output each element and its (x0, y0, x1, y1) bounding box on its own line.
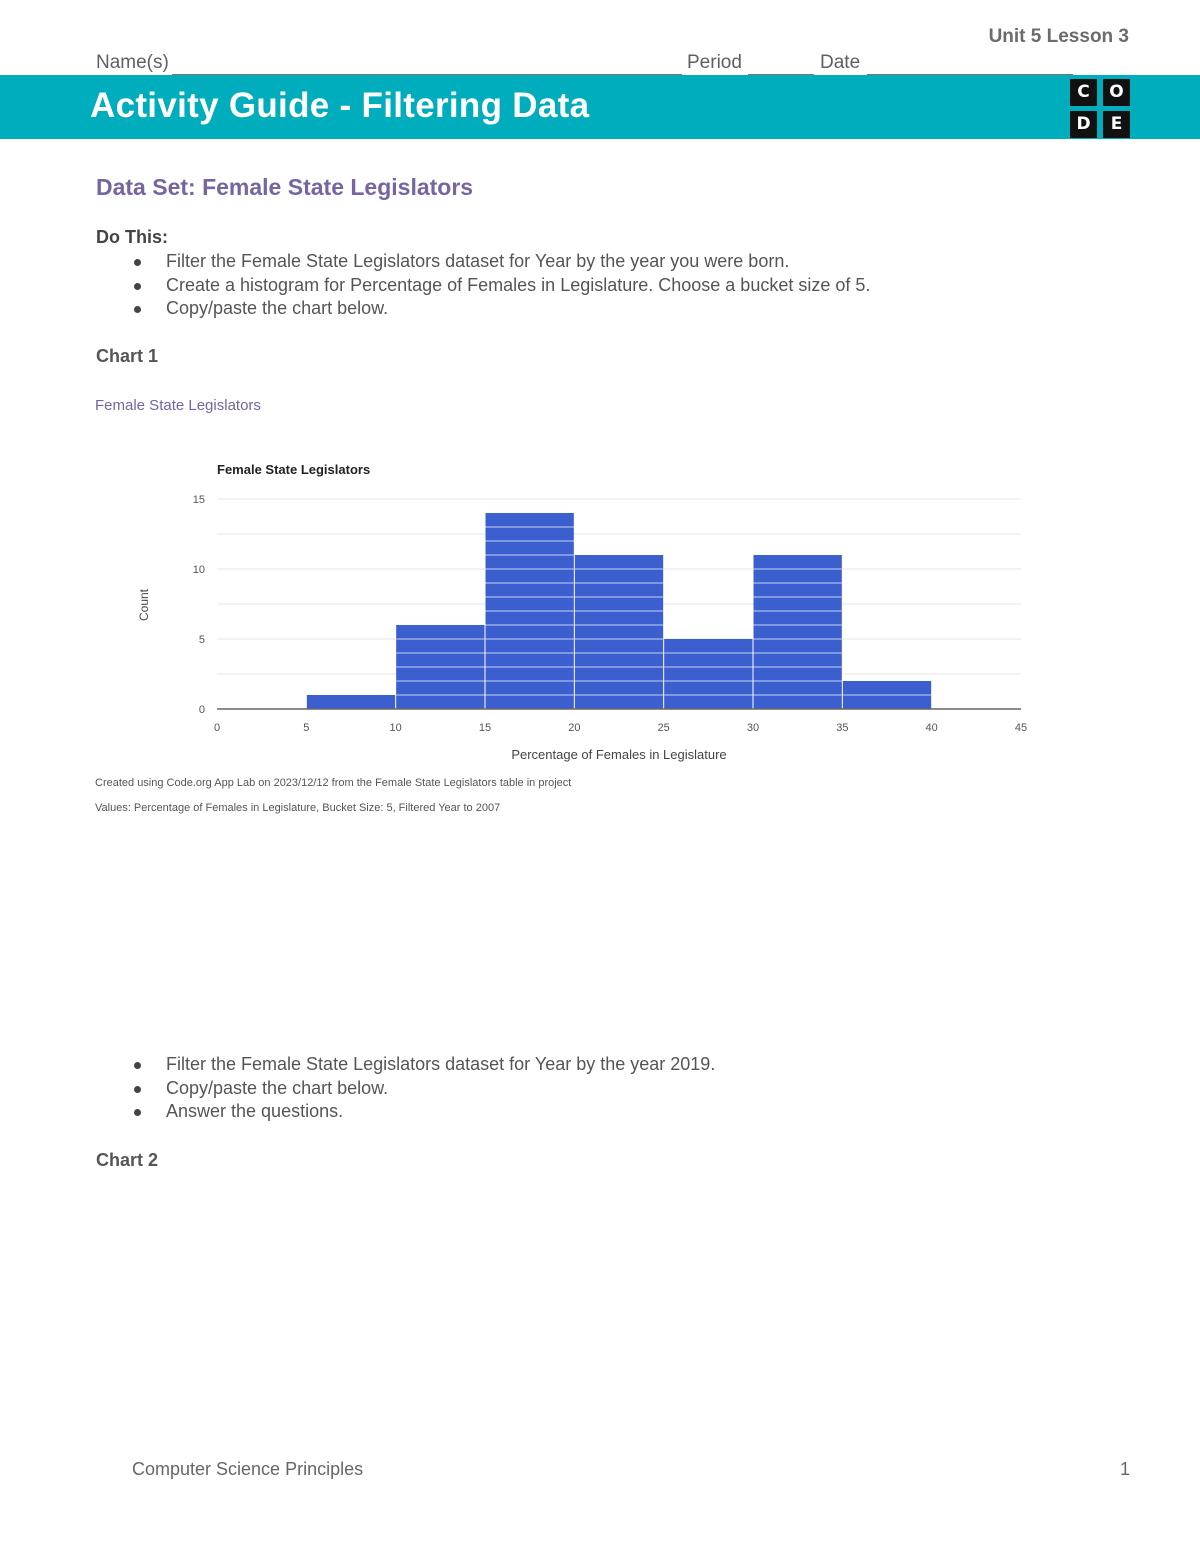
y-tick-label: 5 (198, 634, 205, 646)
x-tick-label: 30 (746, 722, 760, 734)
chart-caption: Female State Legislators (95, 397, 261, 414)
x-tick-label: 5 (303, 722, 310, 734)
list-item: Filter the Female State Legislators dataset for Year by the year 2019. (130, 1053, 715, 1077)
histogram-bar (754, 555, 842, 709)
x-tick-label: 40 (925, 722, 938, 734)
x-tick-label: 45 (1014, 722, 1028, 734)
histogram-bar (307, 695, 395, 709)
unit-lesson-label: Unit 5 Lesson 3 (988, 26, 1129, 47)
logo-letter: O (1103, 79, 1130, 106)
x-tick-label: 25 (657, 722, 670, 734)
histogram-chart (95, 450, 1055, 770)
chart-2-label: Chart 2 (96, 1150, 159, 1170)
chart-title: Female State Legislators (217, 462, 371, 477)
list-item: Filter the Female State Legislators dataset for Year by the year you were born. (130, 250, 870, 274)
y-tick-label: 10 (192, 564, 205, 576)
x-tick-label: 15 (478, 722, 492, 734)
page-title: Activity Guide - Filtering Data (90, 86, 590, 125)
logo-letter: E (1103, 111, 1130, 138)
footer-course-name: Computer Science Principles (132, 1459, 364, 1479)
instruction-list-2 (130, 1053, 715, 1124)
y-axis-label: Count (137, 588, 151, 622)
logo-letter: D (1070, 111, 1097, 138)
code-logo (1070, 77, 1132, 139)
do-this-heading: Do This: (96, 227, 168, 247)
list-item: Create a histogram for Percentage of Females in Legislature. Choose a bucket size of 5. (130, 274, 870, 298)
name-field-label: Name(s) (96, 52, 169, 73)
section-title: Data Set: Female State Legislators (96, 174, 474, 200)
period-field-label: Period (687, 52, 742, 73)
histogram-bar (575, 555, 663, 709)
x-tick-label: 0 (213, 722, 221, 734)
chart-credit-line-1: Created using Code.org App Lab on 2023/12/12 from the Female State Legislators table in project (95, 777, 572, 789)
histogram-bar (664, 639, 752, 709)
x-tick-label: 10 (389, 722, 402, 734)
y-tick-label: 0 (198, 704, 205, 716)
y-tick-label: 15 (192, 494, 205, 506)
logo-letter: C (1070, 79, 1097, 106)
x-tick-label: 35 (836, 722, 849, 734)
date-field-label: Date (820, 52, 861, 73)
x-axis-label: Percentage of Females in Legislature (511, 747, 727, 762)
list-item: Copy/paste the chart below. (130, 297, 870, 321)
chart-1-label: Chart 1 (96, 346, 159, 366)
page-number: 1 (1119, 1459, 1130, 1479)
list-item: Copy/paste the chart below. (130, 1077, 715, 1101)
x-tick-label: 20 (568, 722, 581, 734)
chart-credit-line-2: Values: Percentage of Females in Legislature, Bucket Size: 5, Filtered Year to 2007 (95, 802, 501, 814)
instruction-list-1 (130, 250, 870, 321)
list-item: Answer the questions. (130, 1100, 715, 1124)
